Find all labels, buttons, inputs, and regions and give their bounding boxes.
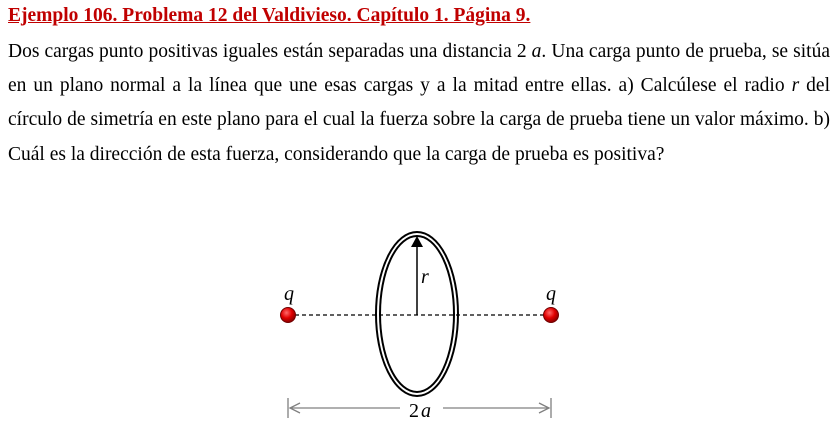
charge-left — [281, 308, 296, 323]
problem-text-2: . Una carga punto de prueba, se sitúa en un plano normal a la línea que une esas cargas y a la mitad entre ellas. a) Calcúlese el radio — [8, 41, 830, 97]
distance-var: a — [421, 400, 431, 422]
page-title: Ejemplo 106. Problema 12 del Valdivieso. Capítulo 1. Página 9. — [8, 5, 531, 26]
distance-number: 2 — [409, 400, 419, 422]
radius-arrowhead — [411, 236, 423, 247]
charge-left-label: q — [284, 283, 294, 305]
distance-label — [409, 400, 431, 422]
variable-r: r — [791, 75, 800, 97]
charge-right — [544, 308, 559, 323]
problem-text-3: del círculo de simetría en este plano para el cual la fuerza sobre la carga de prueba tiene un valor máximo. b) Cuál es la dirección de esta fuerza, considerando que la carga de prueba es positiva? — [8, 75, 830, 165]
variable-a: a — [531, 41, 542, 62]
radius-label: r — [421, 266, 429, 288]
problem-text-1: Dos cargas punto positivas iguales están separadas una distancia 2 — [8, 41, 532, 62]
charge-right-label: q — [546, 283, 556, 305]
